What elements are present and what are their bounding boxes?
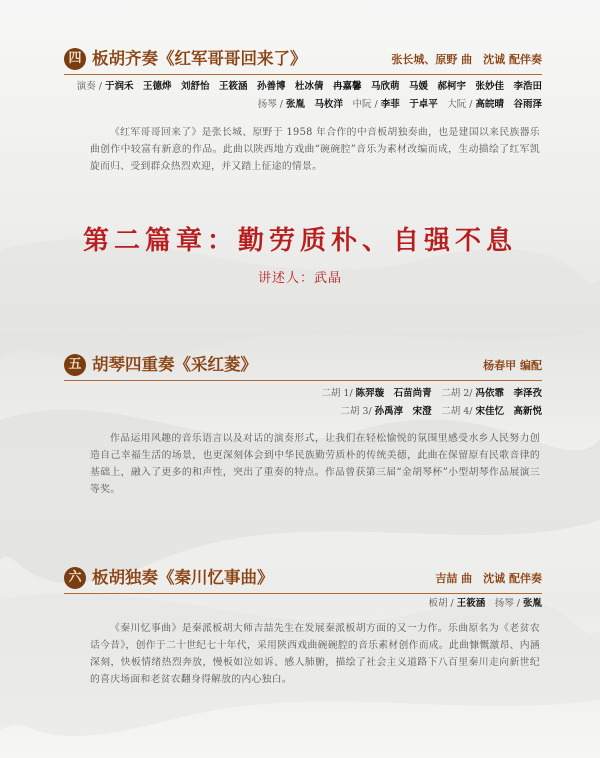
section-4-title: 板胡齐奏《红军哥哥回来了》	[92, 49, 307, 68]
section-5-lineup-row-2	[340, 405, 542, 419]
section-6-lineup	[428, 597, 542, 611]
section-6-title: 板胡独奏《秦川忆事曲》	[92, 568, 274, 587]
erhu-4-label: 二胡 4/	[431, 406, 476, 417]
section-4-description: 《红军哥哥回来了》是张长城、原野于 1958 年合作的中音板胡独奏曲，也是建国以来民族器乐曲创作中较富有新意的作品。此曲以陕西地方戏曲“碗碗腔”音乐为素材改编而成，生动描绘了红军凯旋而归、受到群众热烈欢迎，并又踏上征途的情景。	[90, 127, 540, 172]
accomp-names-3: 于卓平	[399, 99, 438, 110]
section-4-divider	[64, 74, 542, 75]
section-4-header	[64, 48, 542, 72]
section-5-header	[64, 354, 542, 378]
erhu-4-names: 宋佳忆 高新悦	[475, 406, 542, 417]
accomp-names-1: 张胤 马枚洋	[285, 99, 343, 110]
accomp-role-2: 中阮 /	[342, 99, 381, 110]
accomp-role-1: 扬琴 /	[257, 99, 286, 110]
section-5-credit: 杨春甲 编配	[483, 359, 542, 372]
accomp-names-4: 高皖晴 谷雨泽	[475, 99, 542, 110]
banhu-name: 王筱涵	[456, 598, 486, 609]
chapter-title: 第二篇章：勤劳质朴、自强不息	[82, 226, 517, 256]
section-5-title: 胡琴四重奏《采红菱》	[92, 355, 257, 374]
yangqin-label: 扬琴 /	[485, 598, 523, 609]
section-5-lineup-row-1	[321, 387, 542, 401]
accomp-role-4: 大阮 /	[437, 99, 476, 110]
section-4-accompaniment	[258, 98, 542, 112]
section-6-credit: 吉喆 曲 沈诚 配伴奏	[435, 572, 542, 585]
erhu-1-names: 陈羿璇 石苗尚青	[355, 388, 432, 399]
erhu-3-names: 孙禹淳 宋澄	[374, 406, 432, 417]
erhu-3-label: 二胡 3/	[340, 406, 375, 417]
section-4-credit: 张长城、原野 曲 沈诚 配伴奏	[391, 53, 542, 66]
chapter-narrator: 讲述人：武晶	[257, 271, 342, 286]
erhu-2-names: 冯依霏 李泽孜	[475, 388, 542, 399]
accomp-names-2: 李菲	[380, 99, 400, 110]
section-6-number-badge: 六	[64, 567, 86, 589]
section-6-description: 《秦川忆事曲》是秦派板胡大师吉喆先生在发展秦派板胡方面的又一力作。乐曲原名为《老贫农话今昔》，创作于二十世纪七十年代，采用陕西戏曲碗碗腔的音乐素材创作而成。此曲慷慨激昂、内涵深刻，快板情绪热烈奔放，慢板如泣如诉、感人肺腑，描绘了社会主义道路下八百里秦川走向新世纪的喜庆场面和老贫农翻身得解放的内心独白。	[90, 623, 540, 685]
section-4-number-badge: 四	[64, 48, 86, 70]
section-5-divider	[64, 380, 542, 381]
section-6-header	[64, 567, 542, 591]
banhu-label: 板胡 /	[428, 598, 457, 609]
section-6-divider	[64, 593, 542, 594]
section-4-performers	[77, 80, 542, 94]
erhu-2-label: 二胡 2/	[431, 388, 476, 399]
erhu-1-label: 二胡 1/	[321, 388, 356, 399]
yangqin-name: 张胤	[522, 598, 542, 609]
performers-names: 于润禾 王德烨 刘舒怡 王筱涵 孙善博 杜冰倩 冉嘉馨 马欣萌 马媛 郝柯宇 张妙佳 李浩田	[104, 81, 542, 92]
section-5-description: 作品运用风趣的音乐语言以及对话的演奏形式，让我们在轻松愉悦的氛围里感受水乡人民努力创造自己幸福生活的场景，也更深刻体会到中华民族勤劳质朴的传统美德，此曲在保留原有民歌音律的基础上，融入了更多的和声性，突出了重奏的特点。作品曾获第三届“金胡琴杯”小型胡琴作品展演三等奖。	[90, 433, 540, 495]
performers-role-label: 演奏 /	[76, 81, 105, 92]
section-5-number-badge: 五	[64, 354, 86, 376]
